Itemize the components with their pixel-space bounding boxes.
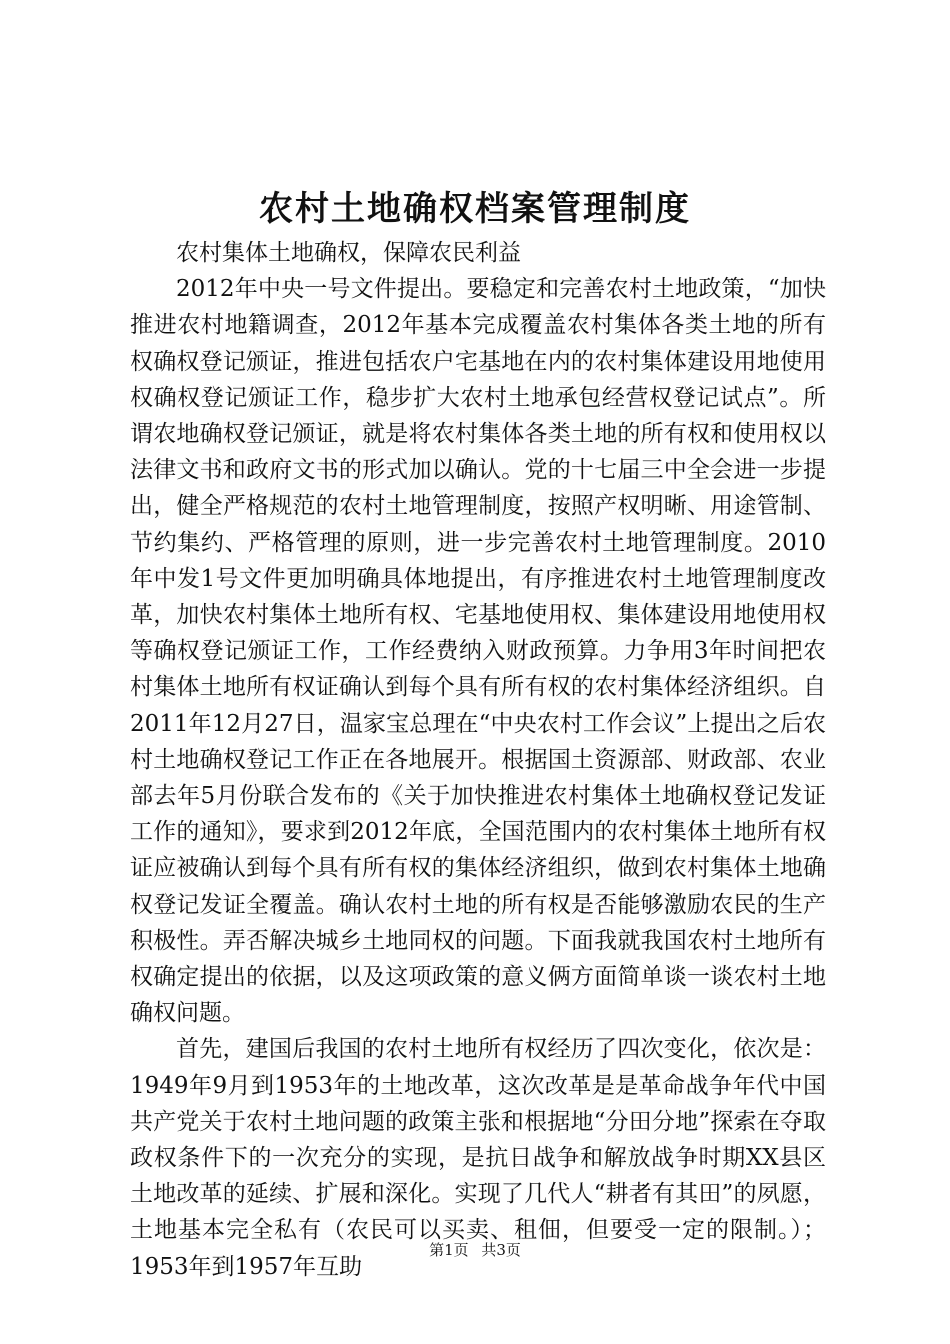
document-body: [130, 235, 826, 1285]
paragraph-subtitle: 农村集体土地确权，保障农民利益: [176, 240, 521, 266]
page-footer: [0, 1240, 950, 1260]
page-total: 共3页: [481, 1241, 521, 1259]
page-number: 第1页: [429, 1241, 469, 1259]
paragraph: 2012年中央一号文件提出。要稳定和完善农村土地政策，“加快推进农村地籍调查，2012年基本完成覆盖农村集体各类土地的所有权确权登记颁证，推进包括农户宅基地在内的农村集体建设用地使用权确权登记颁证工作，稳步扩大农村土地承包经营权登记试点”。所谓农地确权登记颁证，就是将农村集体各类土地的所有权和使用权以法律文书和政府文书的形式加以确认。党的十七届三中全会进一步提出，健全严格规范的农村土地管理制度，按照产权明晰、用途管制、节约集约、严格管理的原则，进一步完善农村土地管理制度。2010年中发1号文件更加明确具体地提出，有序推进农村土地管理制度改革，加快农村集体土地所有权、宅基地使用权、集体建设用地使用权等确权登记颁证工作，工作经费纳入财政预算。力争用3年时间把农村集体土地所有权证确认到每个具有所有权的农村集体经济组织。自2011年12月27日，温家宝总理在“中央农村工作会议”上提出之后农村土地确权登记工作正在各地展开。根据国土资源部、财政部、农业部去年5月份联合发布的《关于加快推进农村集体土地确权登记发证工作的通知》，要求到2012年底，全国范围内的农村集体土地所有权证应被确认到每个具有所有权的集体经济组织，做到农村集体土地确权登记发证全覆盖。确认农村土地的所有权是否能够激励农民的生产积极性。弄否解决城乡土地同权的问题。下面我就我国农村土地所有权确定提出的依据，以及这项政策的意义俩方面简单谈一谈农村土地确权问题。: [130, 276, 826, 1027]
paragraph: 首先，建国后我国的农村土地所有权经历了四次变化，依次是：1949年9月到1953年的土地改革，这次改革是是革命战争年代中国共产党关于农村土地问题的政策主张和根据地“分田分地”探索在夺取政权条件下的一次充分的实现，是抗日战争和解放战争时期XX县区土地改革的延续、扩展和深化。实现了几代人“耕者有其田”的夙愿，土地基本完全私有（农民可以买卖、租佃，但要受一定的限制。）；1953年到1957年互助: [130, 1036, 826, 1280]
document-title: 农村土地确权档案管理制度: [259, 189, 691, 229]
